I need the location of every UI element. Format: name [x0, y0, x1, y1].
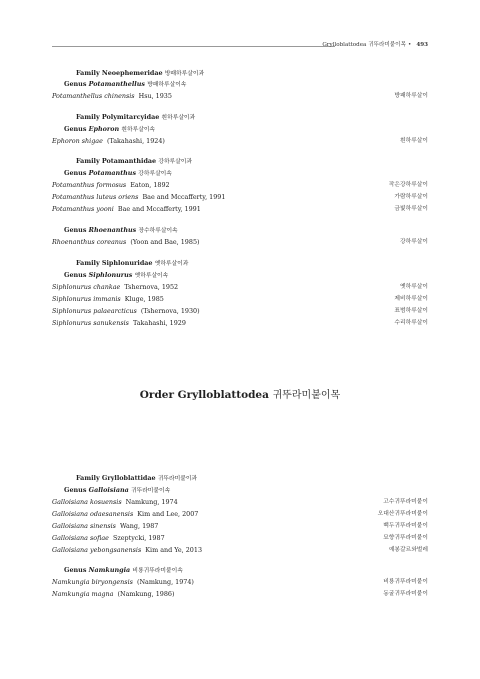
genus-heading: Genus Rhoenanthus 장수하루살이속 [64, 226, 178, 234]
species-entry: Galloisiana odaesanensis Kim and Lee, 2007 오대산귀뚜라미붙이 [52, 510, 428, 518]
species-entry: Namkungia biryongensis (Namkung, 1974) 비룡귀뚜라미붙이 [52, 578, 428, 586]
species-entry: Siphlonurus sanukensis Takahashi, 1929 수리하루살이 [52, 319, 428, 327]
species-entry: Galloisiana sinensis Wang, 1987 백두귀뚜라미붙이 [52, 522, 428, 530]
species-entry: Siphlonurus immanis Kluge, 1985 제비하루살이 [52, 295, 428, 303]
genus-heading: Genus Namkungia 비룡귀뚜라미붙이속 [64, 566, 183, 574]
species-entry: Siphlonurus palaearcticus (Tshernova, 1930) 표범하루살이 [52, 307, 428, 315]
species-entry: Potamanthus luteus oriens Bae and Mccafferty, 1991 가람하루살이 [52, 193, 428, 201]
family-heading: Family Potamanthidae 강하루살이과 [76, 157, 192, 165]
family-heading: Family Neoephemeridae 방패하루살이과 [76, 69, 205, 77]
running-header [322, 40, 428, 48]
genus-heading: Genus Potamanthus 강하루살이속 [64, 169, 172, 177]
genus-heading: Genus Siphlonurus 옛하루살이속 [64, 271, 169, 279]
page-number: 493 [416, 42, 428, 48]
species-entry: Galloisiana yebongsanensis Kim and Ye, 2013 예봉갈르와벌레 [52, 546, 428, 554]
genus-heading: Genus Galloisiana 귀뚜라미붙이속 [64, 486, 171, 494]
genus-heading: Genus Potamanthellus 방패하루살이속 [64, 80, 187, 88]
species-entry: Potamanthus yooni Bae and Mccafferty, 1991 금빛하루살이 [52, 205, 428, 213]
species-entry: Galloisiana kosuensis Namkung, 1974 고수귀뚜라미붙이 [52, 498, 428, 506]
species-entry: Galloisiana sofiae Szeptycki, 1987 묘향귀뚜라미붙이 [52, 534, 428, 542]
family-heading: Family Siphlonuridae 옛하루살이과 [76, 259, 189, 267]
header-rule [52, 46, 335, 47]
species-entry: Rhoenanthus coreanus (Yoon and Bae, 1985) 강하루살이 [52, 238, 428, 246]
header-bullet: • [408, 42, 412, 48]
species-entry: Namkungia magna (Namkung, 1986) 동굴귀뚜라미붙이 [52, 590, 428, 598]
order-title: Order Grylloblattodea 귀뚜라미붙이목 [139, 389, 341, 401]
species-entry: Ephoron shigae (Takahashi, 1924) 흰하루살이 [52, 137, 428, 145]
species-entry: Potamanthellus chinensis Hsu, 1935 방패하루살이 [52, 92, 428, 100]
family-heading: Family Polymitarcyidae 흰하루살이과 [76, 113, 196, 121]
family-heading: Family Grylloblattidae 귀뚜라미붙이과 [76, 474, 198, 482]
species-entry: Potamanthus formosus Eaton, 1892 작은강하루살이 [52, 181, 428, 189]
running-title: Grylloblattodea 귀뚜라미붙이목 [322, 42, 406, 48]
species-entry: Siphlonurus chankae Tshernova, 1952 옛하루살이 [52, 283, 428, 291]
genus-heading: Genus Ephoron 흰하루살이속 [64, 125, 156, 133]
